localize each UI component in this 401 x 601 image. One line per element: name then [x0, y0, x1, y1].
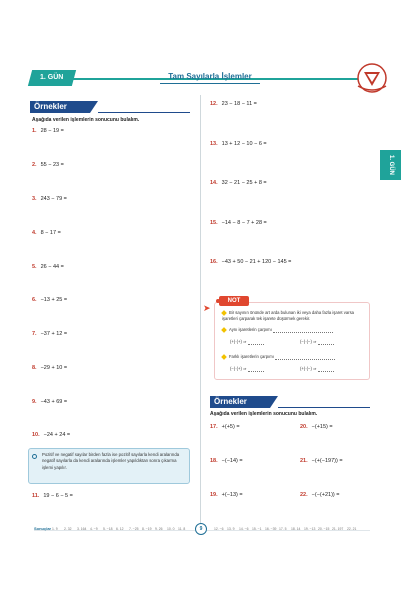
- answer-2: 2. 32: [64, 527, 72, 531]
- question-22: [300, 492, 339, 498]
- question-expression: 13 + 12 − 10 − 6 =: [221, 141, 267, 147]
- question-1: [32, 128, 64, 134]
- answer-8: 8. −19: [142, 527, 152, 531]
- note-same-a: [230, 339, 264, 345]
- question-expression: +(+5) =: [221, 424, 240, 430]
- instruction-left: Aşağıda verilen işlemlerin sonucunu bulalım.: [32, 117, 140, 123]
- answer-19: 19. −13: [304, 527, 316, 531]
- instruction-right: Aşağıda verilen işlemlerin sonucunu bulalım.: [210, 411, 318, 417]
- question-expression: 19 − 6 − 5 =: [43, 493, 73, 499]
- answer-blank[interactable]: [273, 332, 333, 333]
- question-number: 11.: [32, 493, 40, 499]
- answer-20: 20. −15: [318, 527, 330, 531]
- question-number: 3.: [32, 196, 37, 202]
- info-bullet-icon: [32, 454, 37, 459]
- same-sign-label: Aynı işaretlerin çarpımı: [229, 327, 272, 332]
- note-diff-b: [300, 366, 334, 372]
- question-number: 9.: [32, 399, 37, 405]
- answer-13: 13. 9: [227, 527, 235, 531]
- question-expression: −(+15) =: [311, 424, 333, 430]
- answer-blank[interactable]: [248, 371, 264, 372]
- answer-17: 17. 5: [279, 527, 287, 531]
- answer-blank[interactable]: [248, 344, 264, 345]
- note-rule-text: [222, 310, 365, 322]
- note-rule-line: Bir sayının önünde art arda bulunan iki veya daha fazla işaret varsa işaretleri çarparak tek işarete düşürmek gerekir.: [222, 310, 355, 321]
- answer-16: 16. −39: [265, 527, 277, 531]
- examples-heading-right: Örnekler: [210, 396, 270, 408]
- question-number: 16.: [210, 259, 218, 265]
- question-19: [210, 492, 243, 498]
- question-number: 18.: [210, 458, 218, 464]
- topic-underline: [160, 83, 260, 84]
- question-expression: −14 − 8 − 7 + 28 =: [221, 220, 267, 226]
- question-number: 7.: [32, 331, 37, 337]
- question-expression: −13 + 25 =: [40, 297, 68, 303]
- answer-3: 3. 164: [77, 527, 87, 531]
- question-3: [32, 196, 67, 202]
- question-expression: 26 − 44 =: [40, 264, 64, 270]
- note-diff-a: [230, 366, 264, 372]
- same-sign-expr-a: (+)·(+) ⇒: [230, 339, 247, 344]
- examples-heading-rule-left: [98, 112, 190, 113]
- answer-11: 11. 8: [178, 527, 186, 531]
- question-expression: 28 − 19 =: [40, 128, 64, 134]
- question-expression: 243 − 79 =: [40, 196, 67, 202]
- answer-1: 1. 9: [52, 527, 58, 531]
- question-13: [210, 141, 267, 147]
- question-12: [210, 101, 257, 107]
- question-5: [32, 264, 64, 270]
- note-pointer-icon: ➤: [203, 303, 211, 313]
- question-number: 15.: [210, 220, 218, 226]
- answer-15: 15. −1: [252, 527, 262, 531]
- question-number: 8.: [32, 365, 37, 371]
- question-16: [210, 259, 291, 265]
- question-expression: −43 + 69 =: [40, 399, 68, 405]
- question-number: 13.: [210, 141, 218, 147]
- question-6: [32, 297, 67, 303]
- question-10: [32, 432, 70, 438]
- question-expression: 23 − 18 − 11 =: [221, 101, 257, 107]
- question-14: [210, 180, 267, 186]
- question-number: 2.: [32, 162, 37, 168]
- answer-7: 7. −25: [129, 527, 139, 531]
- examples-heading-left: Örnekler: [30, 101, 90, 113]
- question-17: [210, 424, 240, 430]
- answer-5: 5. −18: [103, 527, 113, 531]
- answers-label: Sonuçlar: [34, 526, 52, 531]
- same-sign-expr-b: (−)·(−) ⇒: [300, 339, 317, 344]
- question-18: [210, 458, 243, 464]
- question-expression: −(−14) =: [221, 458, 243, 464]
- question-expression: −(+(−197)) =: [311, 458, 343, 464]
- answer-14: 14. −6: [239, 527, 249, 531]
- note-same-label: [222, 327, 333, 333]
- question-21: [300, 458, 343, 464]
- question-number: 5.: [32, 264, 37, 270]
- question-expression: −(−(+21)) =: [311, 492, 340, 498]
- question-number: 19.: [210, 492, 218, 498]
- answer-18: 18. 14: [291, 527, 301, 531]
- question-expression: −43 + 50 − 21 + 120 − 145 =: [221, 259, 292, 265]
- question-number: 10.: [32, 432, 40, 438]
- day-tag-label: 1. GÜN: [40, 74, 64, 81]
- question-number: 1.: [32, 128, 37, 134]
- question-expression: 32 − 21 − 25 + 8 =: [221, 180, 267, 186]
- question-7: [32, 331, 67, 337]
- question-number: 22.: [300, 492, 308, 498]
- note-same-b: [300, 339, 334, 345]
- column-divider: [200, 95, 201, 525]
- page-number: 9: [195, 523, 207, 535]
- answer-21: 21. 197: [332, 527, 344, 531]
- bullet-icon: [221, 354, 227, 360]
- question-expression: −29 + 10 =: [40, 365, 68, 371]
- diff-sign-expr-b: (+)·(−) ⇒: [300, 366, 317, 371]
- answer-22: 22. 21: [347, 527, 357, 531]
- answer-blank[interactable]: [275, 359, 335, 360]
- day-tag: [28, 70, 76, 86]
- question-11: [32, 493, 73, 499]
- question-15: [210, 220, 267, 226]
- question-expression: 8 − 17 =: [40, 230, 61, 236]
- answer-blank[interactable]: [318, 344, 334, 345]
- answer-blank[interactable]: [318, 371, 334, 372]
- publisher-logo-icon: [356, 62, 388, 94]
- question-number: 4.: [32, 230, 37, 236]
- question-8: [32, 365, 67, 371]
- question-number: 17.: [210, 424, 218, 430]
- question-expression: −37 + 12 =: [40, 331, 68, 337]
- diff-sign-expr-a: (−)·(+) ⇒: [230, 366, 247, 371]
- info-text: Pozitif ve negatif sayılar birden fazla ise pozitif sayılarla kendi aralarında negatif sayılarla da kendi aralarında işlemler yapıldıktan sonra çıkarma işlemi yapılır.: [42, 452, 180, 470]
- examples-heading-rule-right: [278, 407, 370, 408]
- question-number: 12.: [210, 101, 218, 107]
- note-tag: NOT: [219, 296, 249, 306]
- note-diff-label: [222, 354, 335, 360]
- topic-title: Tam Sayılarla İşlemler: [168, 72, 252, 81]
- side-day-tab: 1. GÜN: [380, 150, 401, 180]
- question-expression: 55 − 23 =: [40, 162, 64, 168]
- question-number: 14.: [210, 180, 218, 186]
- question-expression: −24 + 24 =: [43, 432, 71, 438]
- question-expression: +(−13) =: [221, 492, 243, 498]
- bullet-icon: [221, 310, 227, 316]
- question-2: [32, 162, 64, 168]
- answer-4: 4. −9: [90, 527, 98, 531]
- answer-6: 6. 12: [116, 527, 124, 531]
- question-4: [32, 230, 61, 236]
- question-number: 21.: [300, 458, 308, 464]
- question-9: [32, 399, 67, 405]
- bullet-icon: [221, 327, 227, 333]
- question-number: 6.: [32, 297, 37, 303]
- answer-9: 9. 26: [155, 527, 163, 531]
- question-20: [300, 424, 333, 430]
- answer-10: 10. 0: [167, 527, 175, 531]
- question-number: 20.: [300, 424, 308, 430]
- answer-12: 12. −6: [214, 527, 224, 531]
- diff-sign-label: Farklı işaretlerin çarpımı: [229, 354, 274, 359]
